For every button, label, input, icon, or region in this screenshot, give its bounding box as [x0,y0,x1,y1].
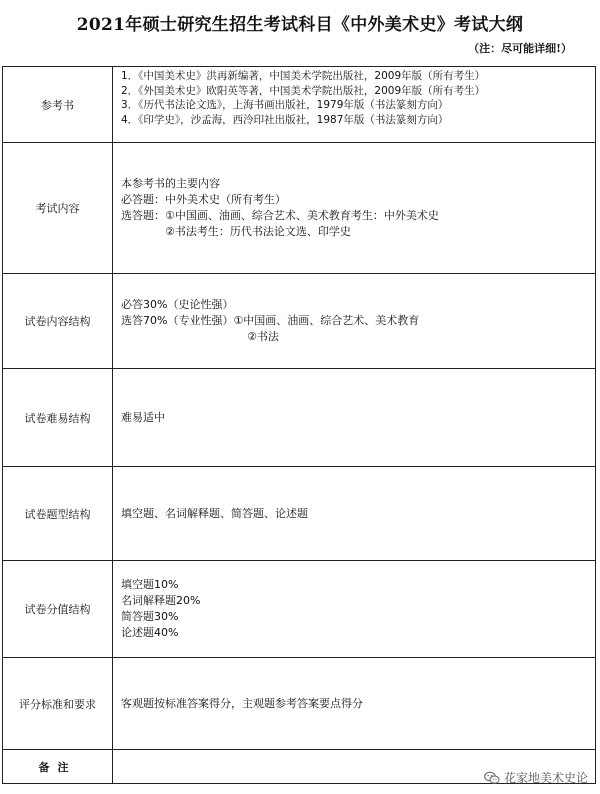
exam-outline-table [2,66,596,784]
watermark-text: 花家地美术史论 [503,771,588,785]
detail-note: （注：尽可能详细!） [468,42,572,55]
wechat-icon [484,771,500,785]
watermark [484,769,588,786]
table-row-structure [3,274,596,369]
structure-line-3: ②书法 [247,330,279,343]
content-optional-1: 选答题：①中国画、油画、综合艺术、美术教育考生：中外美术史 [121,209,439,222]
table-row-score-distribution [3,561,596,658]
structure-line-2: 选答70%（专业性强）①中国画、油画、综合艺术、美术教育 [121,314,420,327]
row-label-grading: 评分标准和要求 [3,658,113,750]
references-cell [113,67,596,143]
row-label-structure: 试卷内容结构 [3,274,113,369]
score-item-short-answer: 简答题30% [121,610,179,623]
row-label-references: 参考书 [3,67,113,143]
row-label-difficulty: 试卷难易结构 [3,369,113,467]
grading-value: 客观题按标准答案得分，主观题参考答案要点得分 [113,658,596,750]
row-label-content: 考试内容 [3,143,113,274]
score-item-term-explanation: 名词解释题20% [121,594,201,607]
structure-line-1: 必答30%（史论性强） [121,298,234,311]
score-item-fill-blank: 填空题10% [121,578,179,591]
content-required: 必答题：中外美术史（所有考生） [121,193,286,206]
row-label-remarks: 备注 [3,750,113,784]
reference-item-3: 3．《历代书法论文选》，上海书画出版社，1979年版（书法篆刻方向） [121,99,449,111]
content-intro: 本参考书的主要内容 [121,177,220,190]
question-types-value: 填空题、名词解释题、简答题、论述题 [113,467,596,561]
score-distribution-cell [113,561,596,658]
score-item-essay: 论述题40% [121,626,179,639]
difficulty-value: 难易适中 [113,369,596,467]
table-row-references [3,67,596,143]
row-label-question-types: 试卷题型结构 [3,467,113,561]
table-row-question-types [3,467,596,561]
content-cell [113,143,596,274]
table-row-grading [3,658,596,750]
reference-item-2: 2．《外国美术史》欧阳英等著，中国美术学院出版社，2009年版（所有考生） [121,84,486,97]
reference-item-4: 4．《印学史》，沙孟海，西泠印社出版社，1987年版（书法篆刻方向） [121,113,449,126]
table-row-content [3,143,596,274]
document-title: 2021年硕士研究生招生考试科目《中外美术史》考试大纲 [76,15,524,35]
content-optional-2: ②书法考生：历代书法论文选、印学史 [165,225,351,238]
structure-cell [113,274,596,369]
reference-item-1: 1．《中国美术史》洪再新编著，中国美术学院出版社，2009年版（所有考生） [121,70,486,82]
row-label-score-distribution: 试卷分值结构 [3,561,113,658]
table-row-difficulty [3,369,596,467]
